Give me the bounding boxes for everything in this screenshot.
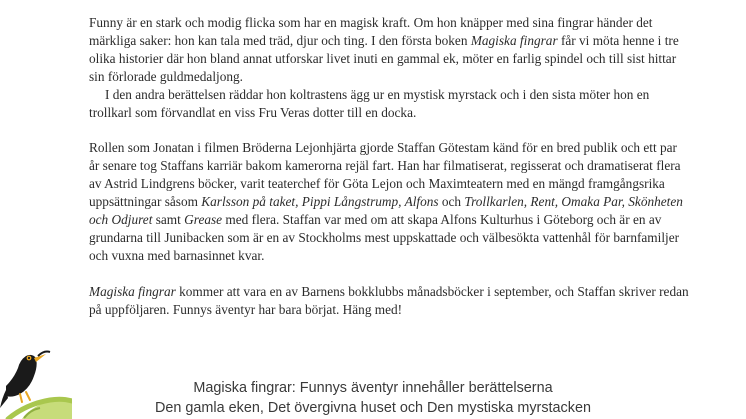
paragraph-author-bio xyxy=(89,139,689,264)
author-bio-text-2: och xyxy=(438,194,465,210)
article-body xyxy=(89,14,689,319)
paragraph-book-club xyxy=(89,283,689,319)
author-bio-titles-1: Karlsson på taket, Pippi Långstrump, Alfons xyxy=(201,194,439,210)
book-title-magiska-fingrar: Magiska fingrar xyxy=(470,32,558,48)
paragraph-intro xyxy=(89,14,689,86)
paragraph-second-story: I den andra berättelsen räddar hon koltrastens ägg ur en mystisk myrstack och i den sista möter hon en trollkarl som förvandlat en viss Fru Veras dotter till en docka. xyxy=(89,86,650,120)
author-bio-text-1: Rollen som Jonatan i filmen Bröderna Lejonhjärta gjorde Staffan Götestam känd för en bred publik och ett par år senare tog Staffans karriär bakom kamerorna rejäl fart. Han har filmatiserat, regisserat och dramatiserat flera av Astrid Lindgrens böcker, varit teaterchef för Göta Lejon och Maximteatern med en mängd framgångsrika uppsättningar såsom xyxy=(89,140,681,210)
paragraph-intro-text-1: Funny är en stark och modig flicka som har en magisk kraft. Om hon knäpper med sina fingrar händer det märkliga saker: hon kan tala med träd, djur och ting. I den första boken xyxy=(89,15,653,48)
author-bio-titles-2: Trollkarlen, Rent, Omaka Par, Skönheten och Odjuret xyxy=(89,194,683,228)
book-club-title: Magiska fingrar xyxy=(89,283,176,299)
bird-pupil xyxy=(28,357,30,359)
author-bio-title-grease: Grease xyxy=(184,212,223,228)
book-club-text: kommer att vara en av Barnens bokklubbs månadsböcker i september, och Staffan skriver redan på uppföljaren. Funnys äventyr har bara börjat. Häng med! xyxy=(89,283,689,317)
caption-line-1: Magiska fingrar: Funnys äventyr innehåller berättelserna xyxy=(193,380,553,396)
author-bio-text-3: samt xyxy=(152,212,185,228)
paragraph-intro-text-2: får vi möta henne i tre olika historier där hon bland annat utforskar livet inuti en gammal ek, möter en farlig spindel och till sist hittar sin förlorade guldmedaljong. xyxy=(89,32,679,84)
author-bio-text-4: med flera. Staffan var med om att skapa Alfons Kulturhus i Göteborg och är en av grundarna till Junibacken som är en av Stockholms mest uppskattade och välbesökta vattenhål för barnfamiljer och vuxna med barnasinnet kvar. xyxy=(89,212,680,263)
caption-line-2: Den gamla eken, Det övergivna huset och Den mystiska myrstacken xyxy=(155,400,591,416)
